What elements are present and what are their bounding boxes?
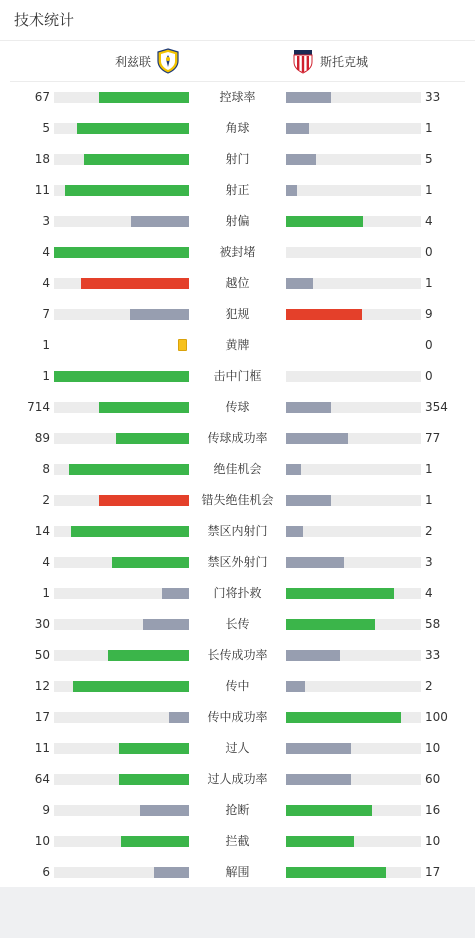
- away-bar-track: [286, 743, 421, 754]
- home-value: 17: [34, 710, 50, 724]
- away-value: 100: [425, 710, 448, 724]
- home-value: 2: [42, 493, 50, 507]
- away-value: 1: [425, 183, 433, 197]
- away-bar: [286, 495, 331, 506]
- away-bar: [286, 185, 297, 196]
- stat-row: [0, 485, 475, 516]
- home-value: 10: [34, 834, 50, 848]
- home-value: 4: [42, 555, 50, 569]
- home-bar-track: [54, 247, 189, 258]
- away-bar: [286, 123, 309, 134]
- stat-label: 击中门框: [213, 369, 262, 383]
- home-bar-track: [54, 371, 189, 382]
- home-value: 9: [42, 803, 50, 817]
- stat-label: 错失绝佳机会: [201, 493, 274, 507]
- home-bar: [99, 92, 189, 103]
- stat-row: [0, 547, 475, 578]
- home-value: 4: [42, 276, 50, 290]
- stat-row: [0, 857, 475, 888]
- stat-row: [0, 237, 475, 268]
- away-bar-track: [286, 836, 421, 847]
- away-bar-track: [286, 619, 421, 630]
- home-value: 1: [42, 369, 50, 383]
- away-value: 10: [425, 834, 441, 848]
- stat-row: [0, 206, 475, 237]
- away-value: 3: [425, 555, 433, 569]
- home-bar-track: [54, 836, 189, 847]
- stat-row: [0, 578, 475, 609]
- away-bar: [286, 743, 351, 754]
- away-bar-track: [286, 557, 421, 568]
- stat-label: 过人: [225, 741, 250, 755]
- away-bar-track: [286, 526, 421, 537]
- stat-row: [0, 113, 475, 144]
- away-bar: [286, 774, 351, 785]
- home-bar: [81, 278, 189, 289]
- stat-label: 角球: [225, 121, 250, 135]
- home-bar-track: [54, 557, 189, 568]
- away-value: 2: [425, 679, 433, 693]
- home-value: 7: [42, 307, 50, 321]
- away-value: 58: [425, 617, 441, 631]
- stat-row: [0, 609, 475, 640]
- away-value: 0: [425, 369, 433, 383]
- away-bar-track: [286, 278, 421, 289]
- stat-row: [0, 361, 475, 392]
- home-value: 1: [42, 338, 50, 352]
- away-value: 17: [425, 865, 441, 879]
- home-bar: [119, 774, 189, 785]
- away-team-name: 斯托克城: [320, 54, 369, 69]
- away-bar-track: [286, 185, 421, 196]
- away-value: 1: [425, 121, 433, 135]
- away-bar-track: [286, 247, 421, 258]
- away-value: 1: [425, 493, 433, 507]
- home-bar: [84, 154, 189, 165]
- away-bar-track: [286, 433, 421, 444]
- stat-row: [0, 671, 475, 702]
- away-bar-track: [286, 712, 421, 723]
- home-bar: [54, 247, 189, 258]
- home-bar: [71, 526, 189, 537]
- home-bar: [169, 712, 189, 723]
- home-value: 89: [34, 431, 50, 445]
- away-bar: [286, 867, 386, 878]
- home-value: 11: [34, 183, 50, 197]
- stat-label: 禁区内射门: [207, 524, 268, 538]
- home-value: 18: [34, 152, 50, 166]
- home-value: 8: [42, 462, 50, 476]
- home-value: 30: [34, 617, 50, 631]
- stat-label: 被封堵: [219, 245, 256, 259]
- stat-label: 过人成功率: [207, 772, 268, 786]
- home-value: 50: [34, 648, 50, 662]
- home-value: 67: [34, 90, 50, 104]
- away-bar-track: [286, 495, 421, 506]
- stat-label: 传中: [225, 679, 250, 693]
- leeds-crest-icon: [157, 48, 179, 74]
- home-value: 14: [34, 524, 50, 538]
- away-bar: [286, 278, 313, 289]
- home-value: 4: [42, 245, 50, 259]
- home-bar-track: [54, 805, 189, 816]
- home-bar: [162, 588, 189, 599]
- home-bar-track: [54, 774, 189, 785]
- home-bar: [65, 185, 189, 196]
- home-bar-track: [54, 526, 189, 537]
- home-value: 1: [42, 586, 50, 600]
- stat-label: 射正: [225, 183, 250, 197]
- stat-label: 射门: [225, 152, 250, 166]
- home-bar-track: [54, 92, 189, 103]
- away-value: 16: [425, 803, 441, 817]
- home-bar: [112, 557, 189, 568]
- away-bar: [286, 92, 331, 103]
- home-bar: [131, 216, 189, 227]
- home-value: 714: [27, 400, 50, 414]
- away-bar: [286, 712, 401, 723]
- stat-label: 传球成功率: [207, 431, 268, 445]
- stat-row: [0, 268, 475, 299]
- home-bar-track: [54, 123, 189, 134]
- stat-row: [0, 175, 475, 206]
- page-title: 技术统计: [0, 0, 475, 41]
- away-value: 0: [425, 338, 433, 352]
- away-bar: [286, 619, 375, 630]
- away-bar-track: [286, 774, 421, 785]
- stat-label: 长传成功率: [207, 648, 268, 662]
- away-bar: [286, 309, 362, 320]
- home-value: 6: [42, 865, 50, 879]
- stat-row: [0, 82, 475, 113]
- home-value: 5: [42, 121, 50, 135]
- stat-row: [0, 454, 475, 485]
- stat-label: 长传: [225, 617, 250, 631]
- away-bar-track: [286, 867, 421, 878]
- stat-row: [0, 330, 475, 361]
- stat-label: 犯规: [225, 307, 250, 321]
- stat-label: 抢断: [225, 803, 250, 817]
- away-bar-track: [286, 123, 421, 134]
- away-value: 1: [425, 462, 433, 476]
- away-bar: [286, 216, 363, 227]
- stat-label: 射偏: [225, 214, 250, 228]
- stat-label: 解围: [225, 865, 250, 879]
- away-bar: [286, 464, 301, 475]
- stat-label: 绝佳机会: [213, 462, 262, 476]
- home-bar: [140, 805, 189, 816]
- stat-label: 门将扑救: [213, 586, 262, 600]
- stat-label: 黄牌: [225, 338, 250, 352]
- home-value: 12: [34, 679, 50, 693]
- home-bar: [99, 402, 189, 413]
- home-bar-track: [54, 743, 189, 754]
- away-bar-track: [286, 650, 421, 661]
- away-bar: [286, 526, 303, 537]
- yellow-card-icon: [178, 339, 187, 351]
- home-bar: [108, 650, 189, 661]
- stat-row: [0, 826, 475, 857]
- away-bar-track: [286, 154, 421, 165]
- home-bar-track: [54, 278, 189, 289]
- home-bar-track: [54, 588, 189, 599]
- away-value: 1: [425, 276, 433, 290]
- home-bar-track: [54, 309, 189, 320]
- stat-row: [0, 516, 475, 547]
- away-value: 4: [425, 586, 433, 600]
- stat-row: [0, 702, 475, 733]
- home-bar: [121, 836, 189, 847]
- stat-row: [0, 423, 475, 454]
- home-bar-track: [54, 154, 189, 165]
- away-value: 9: [425, 307, 433, 321]
- home-bar: [77, 123, 189, 134]
- home-bar-track: [54, 216, 189, 227]
- away-bar-track: [286, 371, 421, 382]
- stat-row: [0, 392, 475, 423]
- away-bar-track: [286, 216, 421, 227]
- home-bar: [69, 464, 189, 475]
- home-bar-track: [54, 185, 189, 196]
- home-bar-track: [54, 712, 189, 723]
- home-bar-track: [54, 495, 189, 506]
- away-bar-track: [286, 681, 421, 692]
- away-value: 354: [425, 400, 448, 414]
- away-bar-track: [286, 92, 421, 103]
- stat-row: [0, 299, 475, 330]
- away-value: 5: [425, 152, 433, 166]
- away-value: 60: [425, 772, 441, 786]
- away-bar: [286, 557, 344, 568]
- home-bar-track: [54, 681, 189, 692]
- away-value: 33: [425, 90, 441, 104]
- home-bar: [99, 495, 189, 506]
- stat-label: 传球: [225, 400, 250, 414]
- home-bar: [116, 433, 189, 444]
- away-bar: [286, 805, 372, 816]
- away-bar: [286, 681, 305, 692]
- away-value: 33: [425, 648, 441, 662]
- home-bar-track: [54, 464, 189, 475]
- away-value: 77: [425, 431, 441, 445]
- stat-row: [0, 733, 475, 764]
- home-bar: [143, 619, 189, 630]
- stat-label: 禁区外射门: [207, 555, 268, 569]
- home-bar: [130, 309, 189, 320]
- stat-row: [0, 144, 475, 175]
- stat-label: 传中成功率: [207, 710, 268, 724]
- home-team[interactable]: [115, 41, 179, 81]
- home-bar-track: [54, 433, 189, 444]
- stat-row: [0, 795, 475, 826]
- away-bar: [286, 836, 354, 847]
- home-bar: [119, 743, 189, 754]
- stat-row: [0, 764, 475, 795]
- home-bar-track: [54, 867, 189, 878]
- home-bar: [54, 371, 189, 382]
- teams-header: [10, 41, 465, 82]
- stat-label: 控球率: [219, 90, 256, 104]
- stat-label: 越位: [225, 276, 250, 290]
- home-bar-track: [54, 650, 189, 661]
- away-bar-track: [286, 309, 421, 320]
- away-value: 2: [425, 524, 433, 538]
- away-bar: [286, 433, 348, 444]
- home-bar: [73, 681, 189, 692]
- stats-list: [0, 82, 475, 888]
- home-value: 11: [34, 741, 50, 755]
- away-bar-track: [286, 588, 421, 599]
- home-value: 3: [42, 214, 50, 228]
- away-bar: [286, 154, 316, 165]
- home-team-name: 利兹联: [114, 54, 151, 69]
- stoke-crest-icon: [292, 48, 314, 74]
- away-bar: [286, 402, 331, 413]
- away-bar-track: [286, 402, 421, 413]
- away-value: 0: [425, 245, 433, 259]
- away-team[interactable]: [292, 41, 368, 81]
- home-value: 64: [34, 772, 50, 786]
- away-bar-track: [286, 805, 421, 816]
- home-bar: [154, 867, 189, 878]
- away-value: 10: [425, 741, 441, 755]
- away-bar-track: [286, 464, 421, 475]
- away-bar: [286, 588, 394, 599]
- home-bar-track: [54, 619, 189, 630]
- stat-row: [0, 640, 475, 671]
- stat-label: 拦截: [225, 834, 250, 848]
- away-value: 4: [425, 214, 433, 228]
- away-bar: [286, 650, 340, 661]
- home-bar-track: [54, 402, 189, 413]
